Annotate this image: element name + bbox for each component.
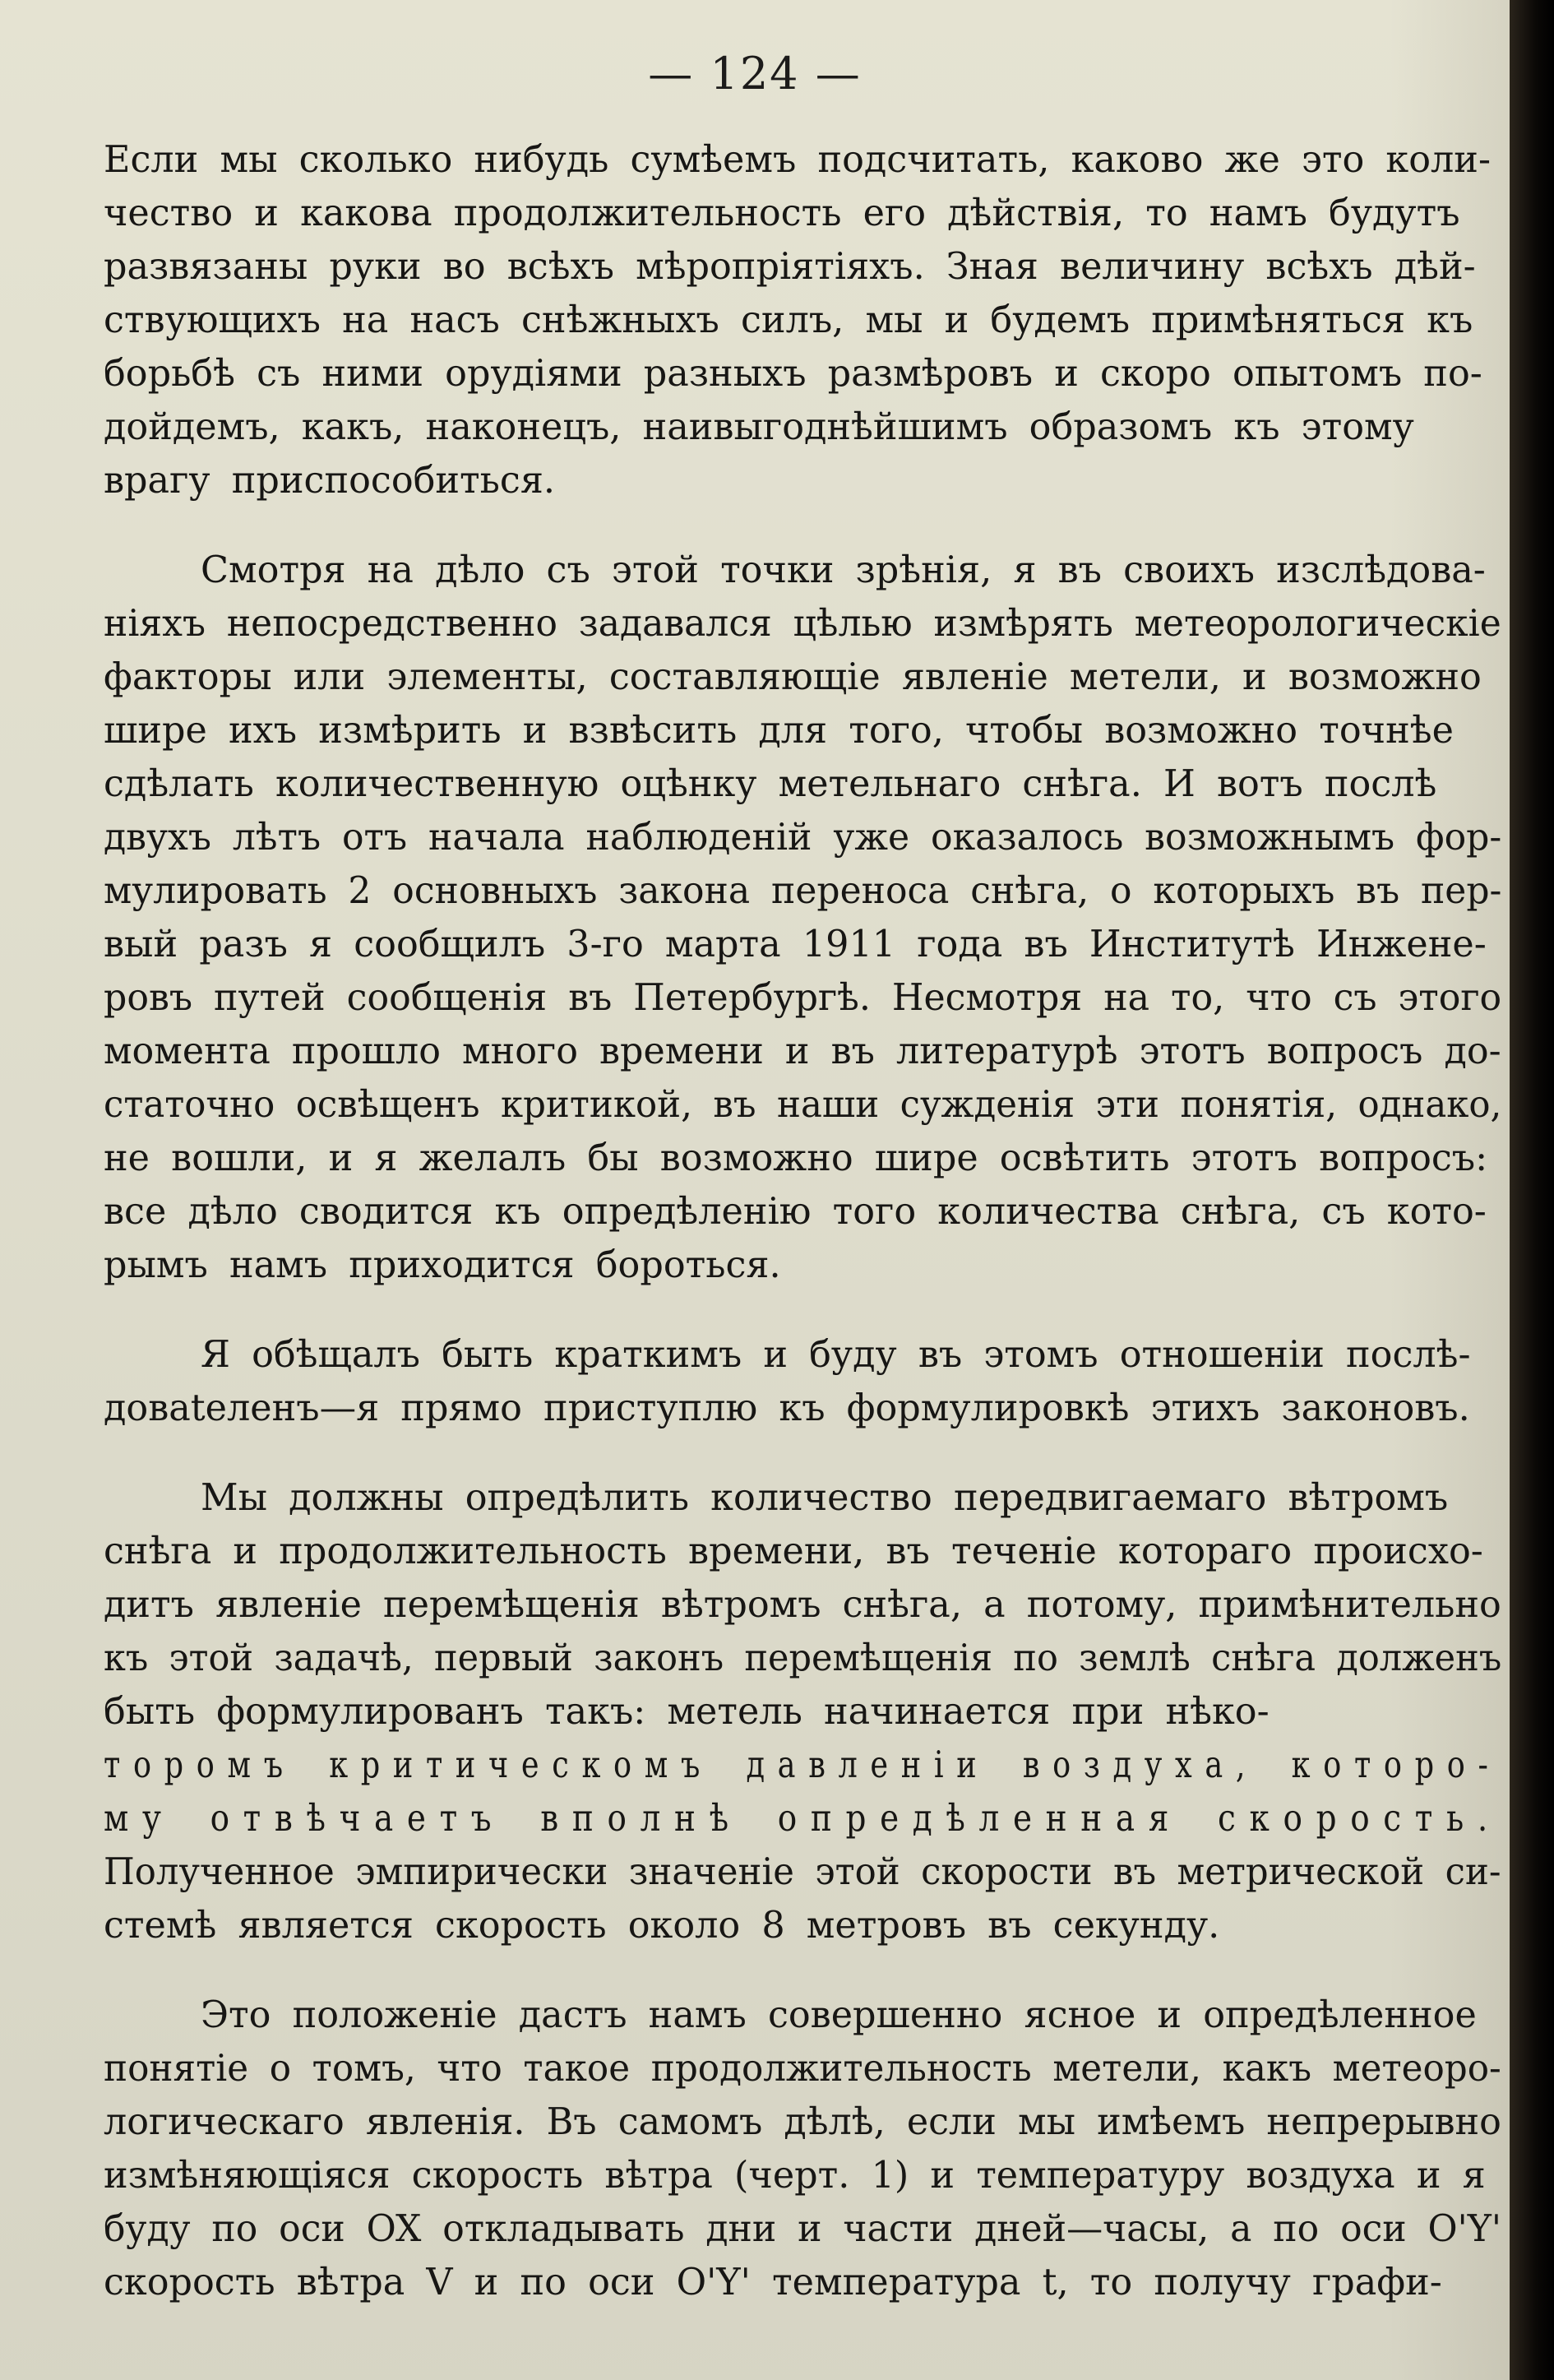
text-line: дойдемъ, какъ, наконецъ, наивыгоднѣйшимъ образомъ къ этому [104, 406, 1414, 448]
text-line: дитъ явленіе перемѣщенія вѣтромъ снѣга, а потому, примѣнительно [104, 1584, 1501, 1626]
text-line: Это положеніе дастъ намъ совершенно ясное и опредѣленное [201, 1994, 1477, 2036]
text-line: Полученное эмпирически значеніе этой скорости въ метрической си- [104, 1851, 1501, 1893]
text-line: ровъ путей сообщенія въ Петербургѣ. Несмотря на то, что съ этого [104, 977, 1502, 1019]
text-line: все дѣло сводится къ опредѣленію того количества снѣга, съ кото- [104, 1191, 1487, 1233]
book-spine-shadow [1510, 0, 1554, 2380]
text-line: момента прошло много времени и въ литературѣ этотъ вопросъ до- [104, 1030, 1501, 1072]
text-line: торомъ критическомъ давленіи воздуха, которо- [104, 1744, 1501, 1786]
text-line: рымъ намъ приходится бороться. [104, 1244, 781, 1286]
text-line: быть формулированъ такъ: метель начинается при нѣко- [104, 1691, 1270, 1733]
text-line: стемѣ является скорость около 8 метровъ въ секунду. [104, 1905, 1220, 1947]
text-line: вый разъ я сообщилъ 3-го марта 1911 года въ Институтѣ Инжене- [104, 924, 1487, 965]
paragraph-4 [104, 1471, 1510, 1952]
text-line: Если мы сколько нибудь сумѣемъ подсчитать, каково же это коли- [104, 139, 1491, 181]
text-line: логическаго явленія. Въ самомъ дѣлѣ, если мы имѣемъ непрерывно [104, 2101, 1501, 2143]
text-line: статочно освѣщенъ критикой, въ наши сужденія эти понятія, однако, [104, 1084, 1502, 1126]
paragraph-3 [104, 1328, 1510, 1435]
text-line: му отвѣчаетъ вполнѣ опредѣленная скорость. [104, 1798, 1501, 1840]
text-line: Я обѣщалъ быть краткимъ и буду въ этомъ отношеніи послѣ- [201, 1334, 1471, 1376]
text-line: ствующихъ на насъ снѣжныхъ силъ, мы и будемъ примѣняться къ [104, 299, 1473, 341]
text-line: Смотря на дѣло съ этой точки зрѣнія, я въ своихъ изслѣдова- [201, 549, 1486, 591]
paragraph-1 [104, 133, 1510, 507]
paragraph-5 [104, 1989, 1510, 2309]
text-line: измѣняющіяся скорость вѣтра (черт. 1) и температуру воздуха и я [104, 2155, 1486, 2197]
text-line: ніяхъ непосредственно задавался цѣлью измѣрять метеорологическіе [104, 603, 1501, 645]
text-line: не вошли, и я желалъ бы возможно шире освѣтить этотъ вопросъ: [104, 1137, 1488, 1179]
text-line: буду по оси OX откладывать дни и части дней—часы, а по оси O'Y' [104, 2208, 1501, 2250]
text-line: шире ихъ измѣрить и взвѣсить для того, чтобы возможно точнѣе [104, 710, 1454, 752]
body-text [104, 133, 1510, 2309]
text-line: мулировать 2 основныхъ закона переноса снѣга, о которыхъ въ пер- [104, 870, 1502, 912]
text-line: развязаны руки во всѣхъ мѣропріятіяхъ. Зная величину всѣхъ дѣй- [104, 246, 1476, 288]
text-line: сдѣлать количественную оцѣнку метельнаго снѣга. И вотъ послѣ [104, 763, 1437, 805]
text-line: факторы или элементы, составляющіе явленіе метели, и возможно [104, 656, 1482, 698]
text-line: Мы должны опредѣлить количество передвигаемаго вѣтромъ [201, 1477, 1449, 1519]
text-line: къ этой задачѣ, первый законъ перемѣщенія по землѣ снѣга долженъ [104, 1637, 1502, 1679]
text-line: двухъ лѣтъ отъ начала наблюденій уже оказалось возможнымъ фор- [104, 817, 1502, 859]
text-line: врагу приспособиться. [104, 460, 556, 502]
text-line: снѣга и продолжительность времени, въ теченіе котораго происхо- [104, 1530, 1483, 1572]
text-line: довateленъ—я прямо приступлю къ формулировкѣ этихъ законовъ. [104, 1387, 1470, 1429]
text-line: борьбѣ съ ними орудіями разныхъ размѣровъ и скоро опытомъ по- [104, 353, 1482, 395]
text-line: чество и какова продолжительность его дѣйствія, то намъ будутъ [104, 192, 1460, 234]
text-line: понятіе о томъ, что такое продолжительность метели, какъ метеоро- [104, 2048, 1501, 2090]
page-number: — 124 — [648, 48, 862, 100]
text-line: скорость вѣтра V и по оси O'Y' температура t, то получу графи- [104, 2262, 1442, 2304]
paragraph-2 [104, 544, 1510, 1292]
